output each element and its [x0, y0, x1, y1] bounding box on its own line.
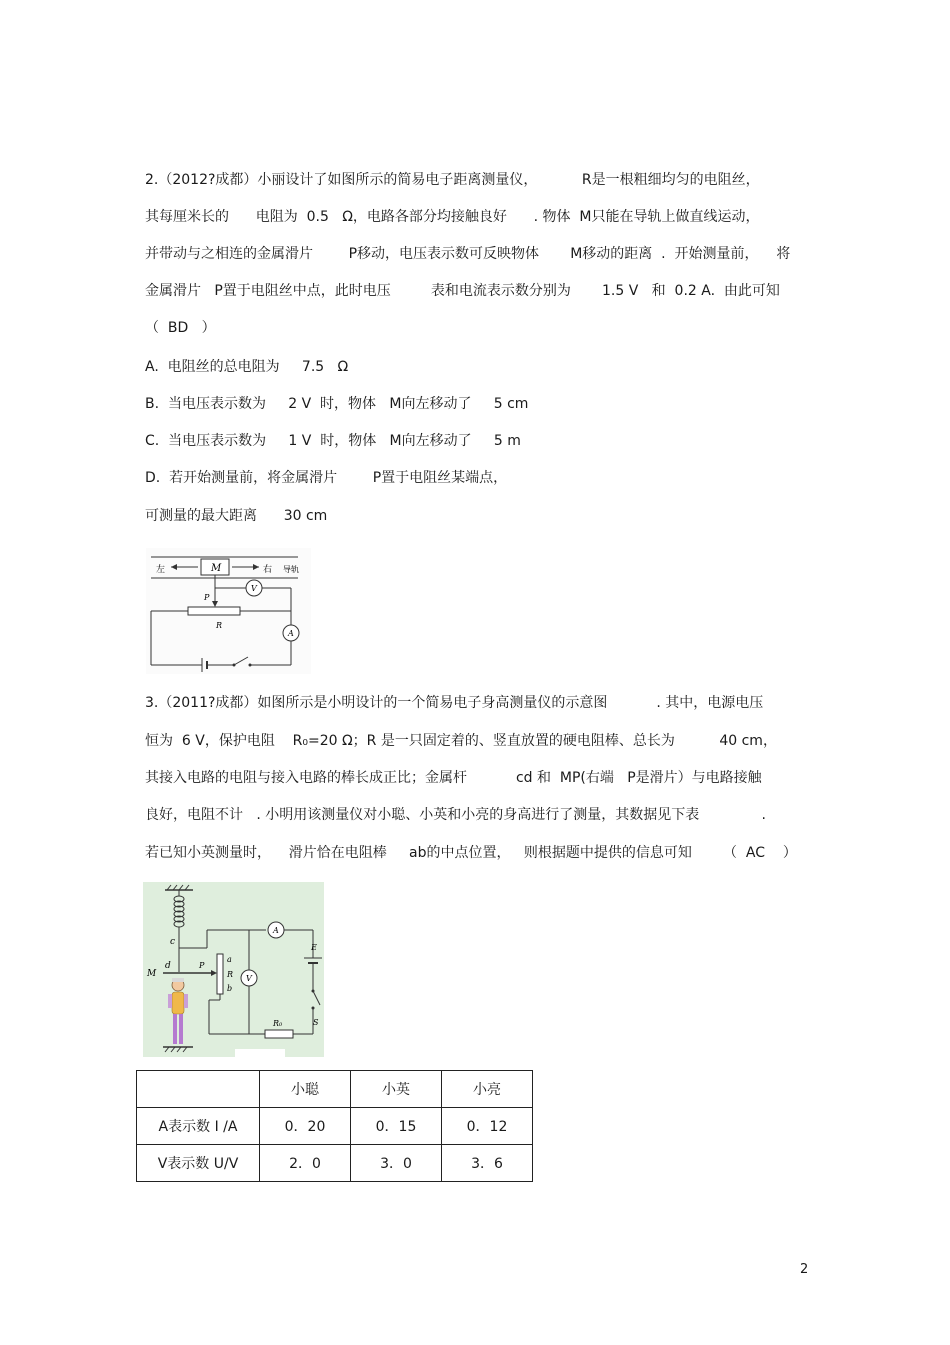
table-header-cell: 小聪 [260, 1071, 351, 1108]
q3-line: 其接入电路的电阻与接入电路的棒长成正比；金属杆 cd 和 MP(右端 P是滑片）与电路接触 [145, 770, 762, 786]
label-e: E [311, 943, 317, 952]
q2-option-a: A. 电阻丝的总电阻为 7.5 Ω [145, 359, 349, 375]
slider-p-label: P [204, 593, 210, 602]
q2-option-d-cont: 可测量的最大距离 30 cm [145, 508, 328, 524]
table-cell: V表示数 U/V [137, 1145, 260, 1182]
table-cell: 0．12 [442, 1108, 533, 1145]
table-header-row [137, 1071, 533, 1108]
rail-label: 导轨 [283, 565, 299, 574]
resistor-r0 [265, 1030, 293, 1038]
table-cell: 2．0 [260, 1145, 351, 1182]
q3-line: 良好，电阻不计 . 小明用该测量仪对小聪、小英和小亮的身高进行了测量，其数据见下表 . [145, 807, 767, 823]
object-m-label: M [211, 563, 222, 574]
left-label: 左 [156, 565, 166, 575]
q3-height-meter-figure [143, 882, 324, 1057]
q2-line: 其每厘米长的 电阻为 0.5 Ω，电路各部分均接触良好 . 物体 M只能在导轨上做直线运动， [145, 209, 760, 225]
q2-option-b: B. 当电压表示数为 2 V 时，物体 M向左移动了 5 cm [145, 396, 529, 412]
resistor-rod [217, 954, 223, 994]
page-number: 2 [800, 1262, 809, 1277]
label-r0: R₀ [273, 1019, 283, 1028]
q2-option-d: D. 若开始测量前，将金属滑片 P置于电阻丝某端点， [145, 470, 508, 486]
table-cell: 3．6 [442, 1145, 533, 1182]
q2-line: 金属滑片 P置于电阻丝中点，此时电压 表和电流表示数分别为 1.5 V 和 0.2 A. 由此可知 [145, 283, 780, 299]
ammeter-label: A [273, 926, 279, 935]
q2-circuit-figure [146, 548, 311, 674]
label-b: b [227, 984, 233, 993]
label-m: M [147, 969, 157, 979]
label-s: S [313, 1018, 319, 1027]
table-row [137, 1145, 533, 1182]
label-d: d [165, 961, 171, 971]
right-label: 右 [263, 565, 273, 575]
q3-line: 3.（2011?成都）如图所示是小明设计的一个简易电子身高测量仪的示意图 . 其中，电源电压 [145, 695, 764, 711]
table-cell: 0．20 [260, 1108, 351, 1145]
table-cell: A表示数 I /A [137, 1108, 260, 1145]
label-c: c [170, 937, 176, 947]
q2-line: 并带动与之相连的金属滑片 P移动，电压表示数可反映物体 M移动的距离 . 开始测量前， 将 [145, 246, 791, 262]
q2-answer: （ BD ） [145, 320, 216, 336]
label-a: a [227, 955, 232, 964]
table-header-cell: 小亮 [442, 1071, 533, 1108]
voltmeter-label: V [251, 584, 257, 593]
table-cell: 0．15 [351, 1108, 442, 1145]
table-row [137, 1108, 533, 1145]
q2-option-c: C. 当电压表示数为 1 V 时，物体 M向左移动了 5 m [145, 433, 521, 449]
table-header-cell [137, 1071, 260, 1108]
q3-line: 恒为 6 V，保护电阻 R₀=20 Ω；R 是一只固定着的、竖直放置的硬电阻棒、总长为 40 cm， [145, 733, 777, 749]
label-p: P [199, 961, 205, 970]
resistor-r-label: R [216, 621, 223, 630]
table-header-cell: 小英 [351, 1071, 442, 1108]
measurement-table [136, 1070, 533, 1182]
ammeter-label: A [288, 629, 294, 638]
label-r: R [227, 970, 234, 979]
voltmeter-label: V [246, 974, 252, 983]
table-cell: 3．0 [351, 1145, 442, 1182]
resistor-r [188, 607, 240, 615]
q3-line: 若已知小英测量时， 滑片恰在电阻棒 ab的中点位置， 则根据题中提供的信息可知 （ AC ） [145, 845, 797, 861]
q2-line: 2.（2012?成都）小丽设计了如图所示的简易电子距离测量仪， R是一根粗细均匀的电阻丝， [145, 172, 760, 188]
